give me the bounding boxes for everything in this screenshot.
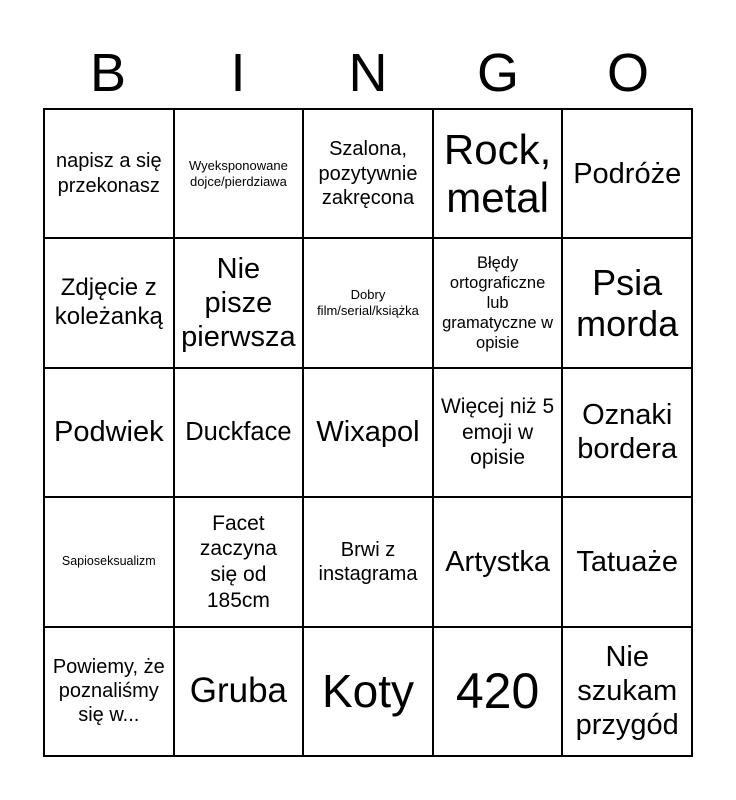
bingo-cell-r1c2[interactable]: Wyeksponowane dojce/pierdziawa (174, 109, 304, 238)
bingo-cell-r4c5[interactable]: Tatuaże (562, 497, 692, 626)
bingo-cell-r4c2[interactable]: Facet zaczyna się od 185cm (174, 497, 304, 626)
bingo-cell-r1c1[interactable]: napisz a się przekonasz (44, 109, 174, 238)
bingo-cell-r3c4[interactable]: Więcej niż 5 emoji w opisie (433, 368, 563, 497)
bingo-cell-r3c2[interactable]: Duckface (174, 368, 304, 497)
header-letter-i: I (230, 43, 246, 103)
header-letter-g: G (476, 43, 519, 103)
bingo-cell-r3c1[interactable]: Podwiek (44, 368, 174, 497)
bingo-cell-r2c2[interactable]: Nie pisze pierwsza (174, 238, 304, 367)
bingo-cell-r5c3[interactable]: Koty (303, 627, 433, 756)
bingo-cell-r2c3[interactable]: Dobry film/serial/książka (303, 238, 433, 367)
bingo-cell-r5c2[interactable]: Gruba (174, 627, 304, 756)
bingo-cell-r5c5[interactable]: Nie szukam przygód (562, 627, 692, 756)
bingo-cell-r5c1[interactable]: Powiemy, że poznaliśmy się w... (44, 627, 174, 756)
bingo-cell-r2c4[interactable]: Błędy ortograficzne lub gramatyczne w opisie (433, 238, 563, 367)
bingo-cell-r4c4[interactable]: Artystka (433, 497, 563, 626)
bingo-cell-r5c4[interactable]: 420 (433, 627, 563, 756)
bingo-cell-r1c3[interactable]: Szalona, pozytywnie zakręcona (303, 109, 433, 238)
bingo-cell-r4c1[interactable]: Sapioseksualizm (44, 497, 174, 626)
bingo-cell-r1c5[interactable]: Podróże (562, 109, 692, 238)
header-letter-b: B (89, 43, 127, 103)
bingo-cell-r4c3[interactable]: Brwi z instagrama (303, 497, 433, 626)
bingo-board (43, 108, 693, 757)
bingo-cell-r3c3[interactable]: Wixapol (303, 368, 433, 497)
bingo-cell-r2c5[interactable]: Psia morda (562, 238, 692, 367)
header-letter-o: O (606, 43, 649, 103)
bingo-cell-r3c5[interactable]: Oznaki bordera (562, 368, 692, 497)
bingo-cell-r1c4[interactable]: Rock, metal (433, 109, 563, 238)
header-letter-n: N (348, 43, 388, 103)
bingo-header (43, 38, 693, 108)
bingo-cell-r2c1[interactable]: Zdjęcie z koleżanką (44, 238, 174, 367)
